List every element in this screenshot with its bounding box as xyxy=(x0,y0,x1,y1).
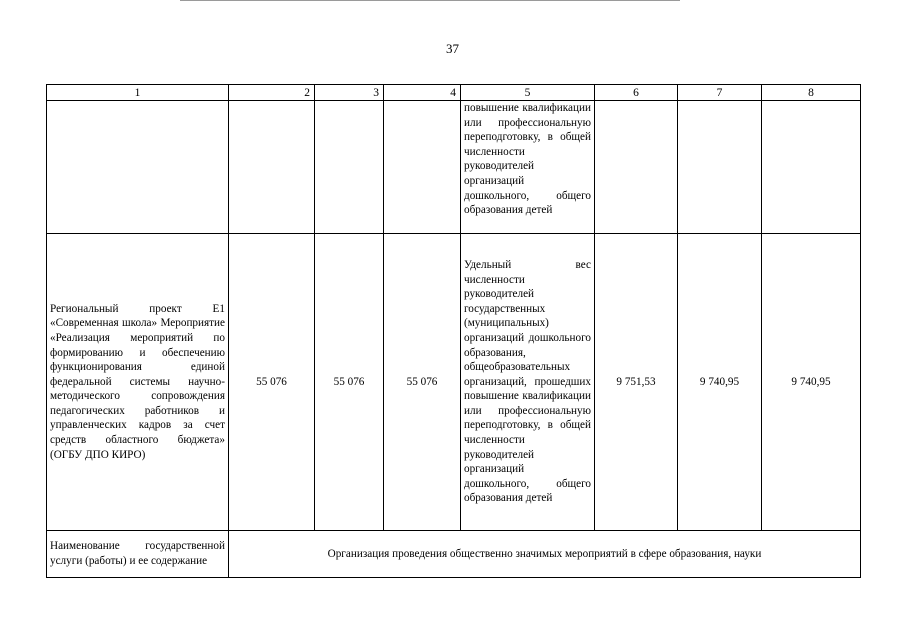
scan-top-edge-line xyxy=(180,0,680,1)
page-number: 37 xyxy=(446,41,459,56)
table-cell-amount: 9 751,53 xyxy=(595,234,678,531)
service-label: Наименование государственной услуги (работы) и ее содержание xyxy=(47,531,229,578)
table-cell xyxy=(47,101,229,234)
column-header-4: 4 xyxy=(384,85,461,101)
column-header-3: 3 xyxy=(315,85,384,101)
table-cell xyxy=(762,101,861,234)
column-header-8: 8 xyxy=(762,85,861,101)
table-cell xyxy=(595,101,678,234)
service-row xyxy=(47,531,861,578)
indicator-text-continued: повышение квалификации или профессиональную переподготовку, в общей численности руководителей организаций дошкольного, общего образования детей xyxy=(461,101,595,234)
table-cell-value: 55 076 xyxy=(229,234,315,531)
table-cell xyxy=(315,101,384,234)
table-cell-value: 55 076 xyxy=(384,234,461,531)
table-cell xyxy=(678,101,762,234)
column-header-7: 7 xyxy=(678,85,762,101)
table-cell xyxy=(384,101,461,234)
budget-table xyxy=(46,84,861,578)
table-cell-amount: 9 740,95 xyxy=(678,234,762,531)
project-description: Региональный проект Е1 «Современная школа» Мероприятие «Реализация мероприятий по формированию и обеспечению функционирования единой федеральной системы научно-методического сопровождения педагогических работников и управленческих кадров за счет средств областного бюджета» (ОГБУ ДПО КИРО) xyxy=(47,234,229,531)
column-header-1: 1 xyxy=(47,85,229,101)
table-row xyxy=(47,234,861,531)
table-cell-value: 55 076 xyxy=(315,234,384,531)
column-header-6: 6 xyxy=(595,85,678,101)
service-description: Организация проведения общественно значимых мероприятий в сфере образования, науки xyxy=(229,531,861,578)
indicator-text: Удельный вес численности руководителей государственных (муниципальных) организаций дошкольного образования, общеобразовательных организаций, прошедших повышение квалификации или профессиональную переподготовку, в общей численности руководителей организаций дошкольного, общего образования детей xyxy=(461,234,595,531)
table-cell-amount: 9 740,95 xyxy=(762,234,861,531)
column-header-5: 5 xyxy=(461,85,595,101)
column-header-2: 2 xyxy=(229,85,315,101)
table-row xyxy=(47,101,861,234)
table-header-row xyxy=(47,85,861,101)
table-cell xyxy=(229,101,315,234)
